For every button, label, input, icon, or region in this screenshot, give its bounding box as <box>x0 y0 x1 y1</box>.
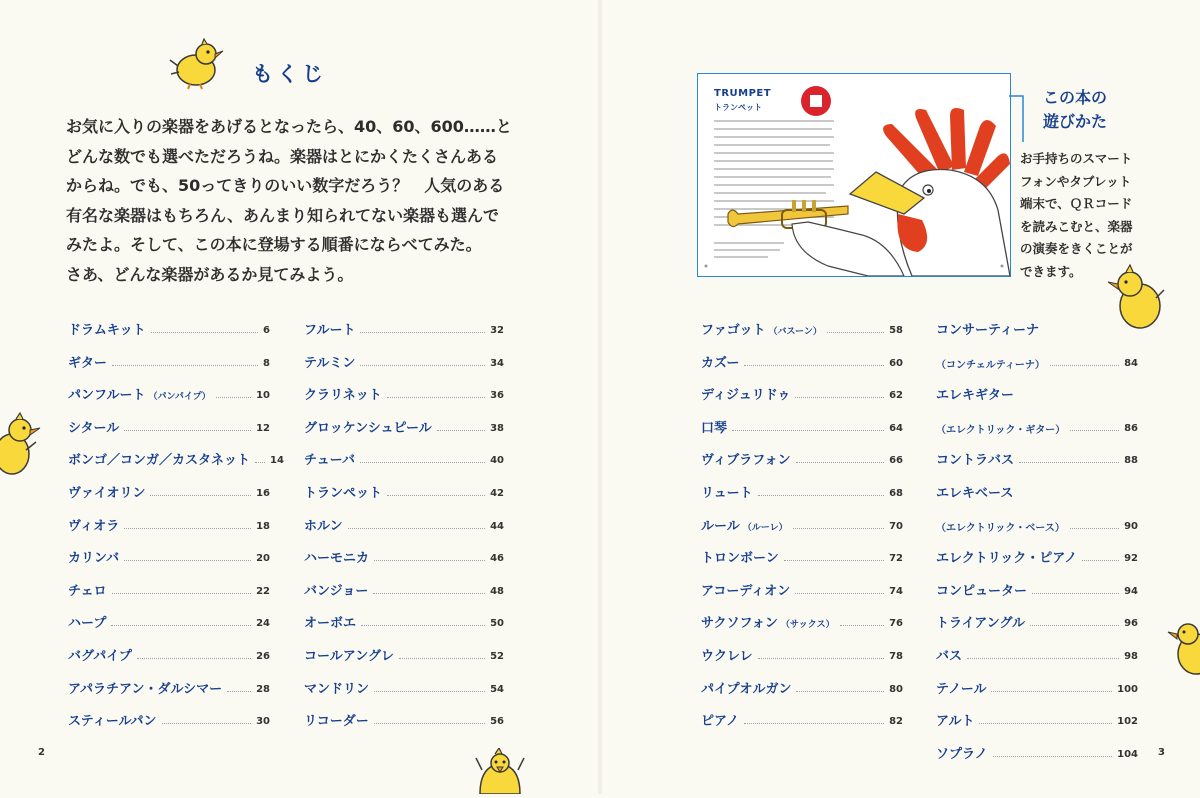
toc-entry-name: チェロ <box>68 583 107 599</box>
toc-page-number: 56 <box>490 716 504 728</box>
toc-leader-dots <box>840 625 885 626</box>
toc-leader-dots <box>360 332 485 333</box>
toc-page-number: 12 <box>256 422 270 434</box>
page-title: もくじ <box>252 62 327 86</box>
toc-entry-name: ファゴット <box>701 323 766 338</box>
toc-page-number: 100 <box>1117 683 1138 695</box>
toc-column-1 <box>68 316 284 736</box>
toc-page-number: 70 <box>889 520 903 532</box>
toc-leader-dots <box>732 430 884 431</box>
toc-leader-dots <box>124 430 251 431</box>
toc-entry-name: リコーダー <box>304 714 369 730</box>
toc-page-number: 84 <box>1124 357 1138 369</box>
toc-entry <box>936 512 1138 534</box>
toc-page-number: 20 <box>256 553 270 565</box>
toc-leader-dots <box>1050 365 1119 366</box>
toc-page-number: 64 <box>889 422 903 434</box>
toc-entry <box>936 414 1138 436</box>
toc-leader-dots <box>360 462 485 463</box>
toc-leader-dots <box>437 430 485 431</box>
toc-entry <box>701 479 903 501</box>
toc-entry-name: パンフルート <box>68 388 146 404</box>
toc-page-number: 18 <box>256 520 270 532</box>
toc-page-number: 74 <box>889 585 903 597</box>
toc-entry <box>701 609 903 631</box>
toc-leader-dots <box>744 365 884 366</box>
toc-column-4 <box>936 316 1138 762</box>
toc-entry-name: チューバ <box>304 453 355 469</box>
toc-page-number: 76 <box>889 618 903 630</box>
toc-page-number: 14 <box>270 455 284 467</box>
toc-page-number: 58 <box>889 325 903 336</box>
toc-entry-name: カリンバ <box>68 551 120 567</box>
toc-leader-dots <box>255 462 265 463</box>
toc-leader-dots <box>1030 625 1119 626</box>
toc-entry <box>304 544 504 566</box>
toc-entry <box>304 609 504 631</box>
callout-connector <box>1009 94 1043 144</box>
toc-entry <box>701 675 903 697</box>
toc-entry <box>68 316 270 338</box>
toc-entry <box>304 512 504 534</box>
toc-entry-name: ソプラノ <box>936 746 988 762</box>
toc-entry <box>304 675 504 697</box>
toc-page-number: 50 <box>490 618 504 630</box>
toc-leader-dots <box>374 723 485 724</box>
toc-entry-name: バンジョー <box>304 583 369 599</box>
toc-entry-name: トライアングル <box>936 616 1026 632</box>
toc-leader-dots <box>162 723 252 724</box>
toc-leader-dots <box>373 593 485 594</box>
toc-entry-alt-name: （サックス） <box>780 620 835 631</box>
toc-page-number: 66 <box>889 455 903 467</box>
toc-leader-dots <box>827 332 884 333</box>
toc-page-number: 52 <box>490 651 504 662</box>
toc-entry <box>304 577 504 599</box>
toc-entry <box>701 316 903 338</box>
toc-leader-dots <box>795 593 884 594</box>
toc-entry <box>68 479 270 501</box>
toc-entry <box>68 381 270 403</box>
toc-entry-name: ドラムキット <box>68 323 146 338</box>
sample-page-title-en: TRUMPET <box>714 88 772 99</box>
toc-entry-name: エレキベース <box>936 486 1014 501</box>
toc-page-number: 86 <box>1124 422 1138 434</box>
toc-entry <box>701 446 903 468</box>
toc-leader-dots <box>1082 560 1119 561</box>
toc-entry-name: コンピューター <box>936 583 1028 599</box>
toc-page-number: 94 <box>1124 585 1138 597</box>
toc-entry <box>68 349 270 371</box>
toc-page-number: 38 <box>490 422 504 434</box>
toc-entry-name: コンサーティーナ <box>936 323 1039 338</box>
toc-page-number: 82 <box>889 716 903 728</box>
toc-entry-name: バス <box>936 649 963 664</box>
toc-entry-name: トランペット <box>304 486 383 501</box>
toc-page-number: 102 <box>1117 716 1138 728</box>
toc-leader-dots <box>796 462 885 463</box>
toc-leader-dots <box>151 332 258 333</box>
toc-entry-name: サクソフォン <box>701 616 778 632</box>
toc-page-number: 80 <box>889 683 903 695</box>
toc-entry-name: アルト <box>936 714 975 730</box>
toc-page-number: 34 <box>490 357 504 369</box>
toc-entry <box>701 349 903 371</box>
toc-entry-name: ハーモニカ <box>304 551 370 567</box>
toc-leader-dots <box>784 560 884 561</box>
toc-entry <box>304 414 504 436</box>
toc-leader-dots <box>227 691 251 692</box>
chick-illustration-title <box>168 38 226 94</box>
toc-entry <box>936 642 1138 664</box>
toc-entry-name: ヴィブラフォン <box>701 453 791 469</box>
toc-entry-name: エレキギター <box>936 388 1014 404</box>
toc-page-number: 90 <box>1124 520 1138 532</box>
toc-entry-name: シタール <box>68 420 120 436</box>
toc-entry-name: エレクトリック・ピアノ <box>936 551 1078 567</box>
toc-page-number: 8 <box>263 357 270 369</box>
toc-leader-dots <box>112 593 251 594</box>
toc-page-number: 78 <box>889 651 903 662</box>
toc-leader-dots <box>387 495 485 496</box>
toc-leader-dots <box>374 691 485 692</box>
toc-leader-dots <box>348 528 485 529</box>
toc-entry-name: ボンゴ／コンガ／カスタネット <box>68 453 251 469</box>
toc-page-number: 48 <box>490 585 504 597</box>
toc-entry <box>936 381 1138 403</box>
toc-entry-alt-name: （ルーレ） <box>742 522 788 533</box>
toc-entry-name: カズー <box>701 355 740 371</box>
toc-entry <box>68 675 270 697</box>
toc-leader-dots <box>361 625 485 626</box>
toc-page-number: 46 <box>490 553 504 565</box>
toc-entry-name: グロッケンシュピール <box>304 420 432 436</box>
intro-paragraph: お気に入りの楽器をあげるとなったら、40、60、600……と どんな数でも選べただろうね。楽器はとにかくたくさんある からね。でも、50ってきりのいい数字だろう？ 人気のある 有名な楽器はもちろん、あんまり知られてない楽器も選んで みたよ。そして、この本に登場する順番にならべてみた。 さあ、どんな楽器があるか見てみよう。 <box>66 117 512 284</box>
toc-entry-name: アパラチアン・ダルシマー <box>68 681 223 697</box>
toc-entry <box>68 707 270 729</box>
toc-entry <box>68 414 270 436</box>
toc-leader-dots <box>360 365 485 366</box>
toc-entry-name: トロンボーン <box>701 551 779 567</box>
page-number-left: 2 <box>38 747 45 758</box>
toc-entry <box>936 675 1138 697</box>
sample-page-title-jp: トランペット <box>714 103 762 112</box>
toc-entry-name: パイプオルガン <box>701 681 792 697</box>
toc-entry-name: ヴァイオリン <box>68 486 146 501</box>
toc-entry <box>936 707 1138 729</box>
toc-leader-dots <box>216 397 251 398</box>
toc-page-number: 98 <box>1124 651 1138 662</box>
toc-entry-name: ピアノ <box>701 714 739 730</box>
toc-entry-name: ヴィオラ <box>68 518 120 534</box>
toc-entry <box>701 512 903 534</box>
toc-leader-dots <box>374 560 485 561</box>
toc-entry-name: ギター <box>68 355 107 371</box>
toc-leader-dots <box>967 658 1119 659</box>
toc-leader-dots <box>993 756 1113 757</box>
toc-leader-dots <box>1070 528 1119 529</box>
toc-page-number: 36 <box>490 390 504 402</box>
toc-entry <box>304 349 504 371</box>
toc-entry-name: ハープ <box>68 616 107 632</box>
toc-entry <box>68 609 270 631</box>
toc-leader-dots <box>744 723 884 724</box>
toc-leader-dots <box>387 397 485 398</box>
toc-leader-dots <box>758 495 884 496</box>
toc-entry-alt-name: （バスーン） <box>768 327 822 337</box>
toc-page-number: 40 <box>490 455 504 467</box>
toc-entry-name: テノール <box>936 681 987 697</box>
toc-page-number: 104 <box>1117 748 1138 760</box>
toc-entry <box>304 381 504 403</box>
toc-leader-dots <box>124 560 251 561</box>
toc-page-number: 10 <box>256 390 270 402</box>
toc-entry <box>304 316 504 338</box>
toc-leader-dots <box>793 528 885 529</box>
toc-page-number: 22 <box>256 585 270 597</box>
toc-page-number: 88 <box>1124 455 1138 467</box>
toc-entry <box>936 544 1138 566</box>
toc-entry <box>304 479 504 501</box>
toc-entry-name: フルート <box>304 323 356 338</box>
toc-page-number: 44 <box>490 520 504 532</box>
toc-leader-dots <box>1070 430 1119 431</box>
toc-page-number: 72 <box>889 553 903 565</box>
toc-entry-name: リュート <box>701 486 753 501</box>
toc-entry-name: コールアングレ <box>304 649 394 664</box>
page-gutter <box>598 0 602 794</box>
toc-leader-dots <box>1032 593 1119 594</box>
toc-entry-name: コントラバス <box>936 453 1015 469</box>
toc-leader-dots <box>150 495 251 496</box>
toc-page-number: 32 <box>490 325 504 336</box>
toc-page-number: 92 <box>1124 553 1138 565</box>
toc-page-number: 6 <box>263 325 270 336</box>
toc-entry-alt-name: （パンパイプ） <box>148 392 211 403</box>
chick-illustration-left-edge <box>0 412 44 482</box>
toc-entry-name: ウクレレ <box>701 649 753 664</box>
toc-entry <box>304 642 504 664</box>
chick-illustration-bottom <box>474 748 526 798</box>
toc-page-number: 60 <box>889 357 903 369</box>
toc-entry-name: ルール <box>701 518 740 534</box>
toc-entry <box>68 544 270 566</box>
toc-entry <box>936 316 1138 338</box>
toc-entry <box>68 512 270 534</box>
toc-entry <box>304 707 504 729</box>
toc-entry-name: クラリネット <box>304 388 382 404</box>
chick-illustration-right-edge <box>1166 618 1200 684</box>
toc-entry <box>304 446 504 468</box>
toc-entry <box>701 577 903 599</box>
toc-leader-dots <box>112 365 258 366</box>
toc-page-number: 28 <box>256 683 270 695</box>
toc-column-2 <box>304 316 504 736</box>
toc-leader-dots <box>796 691 884 692</box>
toc-leader-dots <box>399 658 485 659</box>
toc-leader-dots <box>137 658 251 659</box>
toc-entry <box>701 642 903 664</box>
toc-page-number: 68 <box>889 488 903 499</box>
toc-entry <box>701 381 903 403</box>
toc-entry-name: オーボエ <box>304 616 357 632</box>
toc-leader-dots <box>1019 462 1119 463</box>
toc-entry-name: ホルン <box>304 518 343 534</box>
sample-page-mockup <box>697 73 1011 277</box>
toc-page-number: 42 <box>490 488 504 499</box>
toc-page-number: 24 <box>256 618 270 630</box>
toc-entry <box>936 349 1138 371</box>
toc-entry <box>68 642 270 664</box>
toc-page-number: 26 <box>256 651 270 662</box>
toc-entry-name: アコーディオン <box>701 583 791 599</box>
toc-entry-name: マンドリン <box>304 681 370 697</box>
toc-entry <box>936 446 1138 468</box>
toc-entry <box>701 707 903 729</box>
toc-entry-name: （エレクトリック・ギター） <box>936 424 1066 436</box>
toc-leader-dots <box>979 723 1112 724</box>
toc-entry <box>68 577 270 599</box>
toc-leader-dots <box>795 397 884 398</box>
toc-entry-name: スティールパン <box>68 714 157 730</box>
toc-entry <box>936 577 1138 599</box>
toc-entry <box>701 414 903 436</box>
toc-entry-name: テルミン <box>304 355 356 371</box>
rooster-trumpet-illustration <box>698 74 1010 276</box>
toc-entry-name: ディジュリドゥ <box>701 388 791 404</box>
toc-entry-name: （コンチェルティーナ） <box>936 359 1045 371</box>
toc-entry <box>936 609 1138 631</box>
toc-entry-name: 口琴 <box>701 420 728 436</box>
toc-leader-dots <box>991 691 1112 692</box>
toc-page-number: 16 <box>256 488 270 499</box>
toc-entry <box>68 446 284 469</box>
toc-page-number: 96 <box>1124 618 1138 630</box>
toc-entry-name: （エレクトリック・ベース） <box>936 522 1065 534</box>
toc-page-number: 54 <box>490 683 504 695</box>
toc-entry <box>936 479 1138 501</box>
toc-page-number: 62 <box>889 390 903 402</box>
toc-entry <box>701 544 903 566</box>
toc-leader-dots <box>124 528 251 529</box>
toc-leader-dots <box>111 625 251 626</box>
how-to-use-title: この本の 遊びかた <box>1043 88 1108 131</box>
page-number-right: 3 <box>1158 747 1165 758</box>
toc-entry-name: バグパイプ <box>68 649 132 664</box>
toc-page-number: 30 <box>256 716 270 728</box>
toc-entry <box>936 740 1138 762</box>
toc-column-3 <box>701 316 903 736</box>
how-to-use-text: お手持ちのスマート フォンやタブレット 端末で、ＱＲコード を読みこむと、楽器 の演奏をきくことが できます。 <box>1020 151 1133 279</box>
toc-leader-dots <box>758 658 884 659</box>
